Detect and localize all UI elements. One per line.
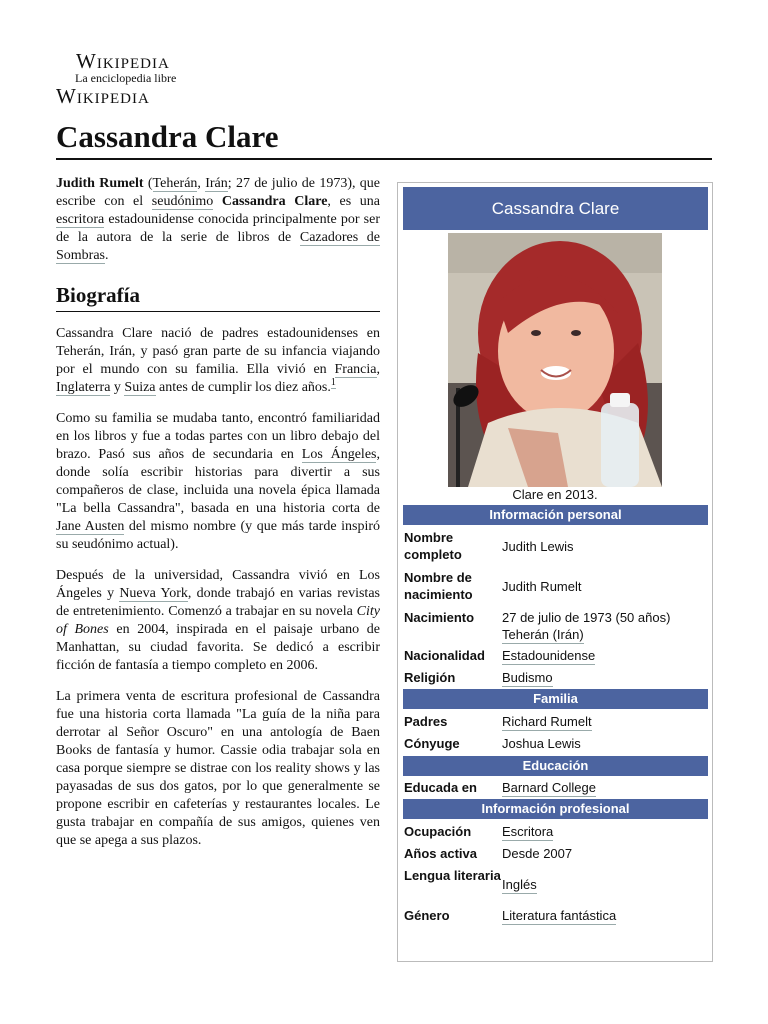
intro-end: . <box>105 248 109 263</box>
link-escritora[interactable]: escritora <box>56 212 105 227</box>
portrait-photo[interactable] <box>448 233 662 487</box>
label-birth-name: Nombre de nacimiento <box>404 570 473 602</box>
link-teheran[interactable]: Teherán <box>152 176 198 191</box>
photo-caption: Clare en 2013. <box>512 487 598 502</box>
value-parents[interactable]: Richard Rumelt <box>502 714 592 729</box>
value-religion[interactable]: Budismo <box>502 670 553 685</box>
logo-wordmark-top: Wikipedia <box>76 49 170 73</box>
title-divider <box>56 158 712 160</box>
value-nationality[interactable]: Estadounidense <box>502 648 596 663</box>
label-nationality: Nacionalidad <box>404 648 485 663</box>
infobox-header-family: Familia <box>403 689 708 709</box>
bio-p2-text-c: del mismo nombre (y que más tarde inspiró su seudónimo actual). <box>56 519 381 552</box>
infobox-header-personal: Información personal <box>403 505 708 525</box>
link-seudonimo[interactable]: seudónimo <box>151 194 214 209</box>
label-parents: Padres <box>404 714 448 729</box>
link-iran[interactable]: Irán <box>205 176 228 191</box>
bio-p3-text-a: Después de la universidad, Cassandra vivió en Los Ángeles y <box>56 568 380 601</box>
intro-name: Judith Rumelt <box>56 176 144 191</box>
bio-paragraph-3 <box>56 567 380 675</box>
intro-paragraph: Judith Rumelt (Teherán, Irán; 27 de julio de 1973), que escribe con el seudónimo Cassandra Clare, es una escritora estadounidense conocida principalmente por ser de la autora de la serie de libros de Cazadores de Sombras. <box>56 176 381 263</box>
section-divider <box>56 311 380 312</box>
infobox-title: Cassandra Clare <box>403 187 708 230</box>
value-birth-date: 27 de julio de 1973 (50 años) <box>502 610 671 625</box>
label-birth: Nacimiento <box>404 610 475 625</box>
value-birth-name: Judith Rumelt <box>502 579 582 594</box>
bio-p1-text-a: Cassandra Clare nació de padres estadounidenses en Teherán, Irán, y pasó gran parte de su infancia viajando por el mundo con su familia. Ella vivió en <box>56 326 380 377</box>
label-occupation: Ocupación <box>404 824 472 839</box>
infobox-header-education: Educación <box>403 756 708 776</box>
value-literary-language[interactable]: Inglés <box>502 877 537 892</box>
link-los-angeles[interactable]: Los Ángeles <box>301 447 377 462</box>
link-inglaterra[interactable]: Inglaterra <box>56 380 111 395</box>
intro-mid: , es una <box>327 194 381 209</box>
label-years-active: Años activa <box>404 846 477 861</box>
label-genre: Género <box>404 908 450 923</box>
intro-date-text: ; 27 de julio de 1973), que escribe con el <box>56 176 380 209</box>
bio-p3-book-title: City of Bones <box>56 604 380 637</box>
link-jane-austen[interactable]: Jane Austen <box>56 519 125 534</box>
value-full-name: Judith Lewis <box>502 539 574 554</box>
wikipedia-logo[interactable] <box>56 50 196 107</box>
reference-1[interactable]: 1 <box>330 377 336 389</box>
bio-p1-text-b: antes de cumplir los diez años. <box>155 380 331 395</box>
portrait-illustration <box>448 233 662 487</box>
bio-paragraph-4: La primera venta de escritura profesional de Cassandra fue una historia corta llamada "La guía de la niña para derrotar al Señor Oscuro" en una antología de Baen Books de fantasía y humor. Cassie odia trabajar sola en casa porque siempre se distrae con los reality shows y las payasadas de sus dos gatos, por lo que generalmente se propone escribir en cafeterías y restaurantes locales. Le gusta trabajar en compañía de sus amigos, quienes ven que se apega a sus plazos. <box>56 689 380 848</box>
label-spouse: Cónyuge <box>404 736 460 751</box>
link-nueva-york[interactable]: Nueva York <box>119 586 188 601</box>
value-occupation[interactable]: Escritora <box>502 824 554 839</box>
intro-pen-name: Cassandra Clare <box>221 194 328 209</box>
intro-rest: estadounidense conocida principalmente por ser de la autora de la serie de libros de <box>56 212 380 245</box>
value-educated-at[interactable]: Barnard College <box>502 780 596 795</box>
bio-paragraph-2 <box>56 410 380 554</box>
value-genre[interactable]: Literatura fantástica <box>502 908 617 923</box>
bio-p3-text-b: , donde trabajó en varias revistas de entretenimiento. Comenzó a trabajar en su novela <box>56 586 380 619</box>
infobox <box>397 182 713 962</box>
value-birth-place[interactable]: Teherán (Irán) <box>502 627 584 642</box>
bio-p3-text-c: en 2004, inspirada en el paisaje urbano de Manhattan, su ciudad favorita. Se dedicó a escribir ficción de fantasía a tiempo completo en 2006. <box>56 622 381 673</box>
label-educated-at: Educada en <box>404 780 477 795</box>
link-suiza[interactable]: Suiza <box>124 380 156 395</box>
label-religion: Religión <box>404 670 456 685</box>
section-biografia <box>56 282 380 312</box>
bio-paragraph-1: Cassandra Clare nació de padres estadounidenses en Teherán, Irán, y pasó gran parte de su infancia viajando por el mundo con su familia. Ella vivió en Francia, Inglaterra y Suiza antes de cumplir los diez años.$^1$ <box>56 326 380 395</box>
label-literary-language: Lengua literaria <box>404 868 501 883</box>
bio-p2-text-a: Como su familia se mudaba tanto, encontró familiaridad en los libros y fue a todas partes con un libro debajo del brazo. Pasó sus años de secundaria en <box>56 411 380 462</box>
bio-p1-and: y <box>110 380 125 395</box>
link-francia[interactable]: Francia <box>334 362 377 377</box>
infobox-header-professional: Información profesional <box>403 799 708 819</box>
value-spouse: Joshua Lewis <box>502 736 581 751</box>
logo-wordmark-bottom: Wikipedia <box>56 84 150 108</box>
logo-tagline: La enciclopedia libre <box>75 71 177 85</box>
bio-p2-text-b: , donde solía escribir historias para divertir a sus compañeros de clase, incluida una novela épica llamada "La bella Cassandra", basada en una historia corta de <box>56 447 380 516</box>
section-title: Biografía <box>56 283 140 307</box>
biography-text <box>56 325 380 863</box>
label-full-name: Nombre completo <box>404 530 462 562</box>
link-cazadores-de-sombras[interactable]: Cazadores de Sombras <box>56 230 380 263</box>
value-years-active: Desde 2007 <box>502 846 573 861</box>
page-title: Cassandra Clare <box>56 119 279 154</box>
